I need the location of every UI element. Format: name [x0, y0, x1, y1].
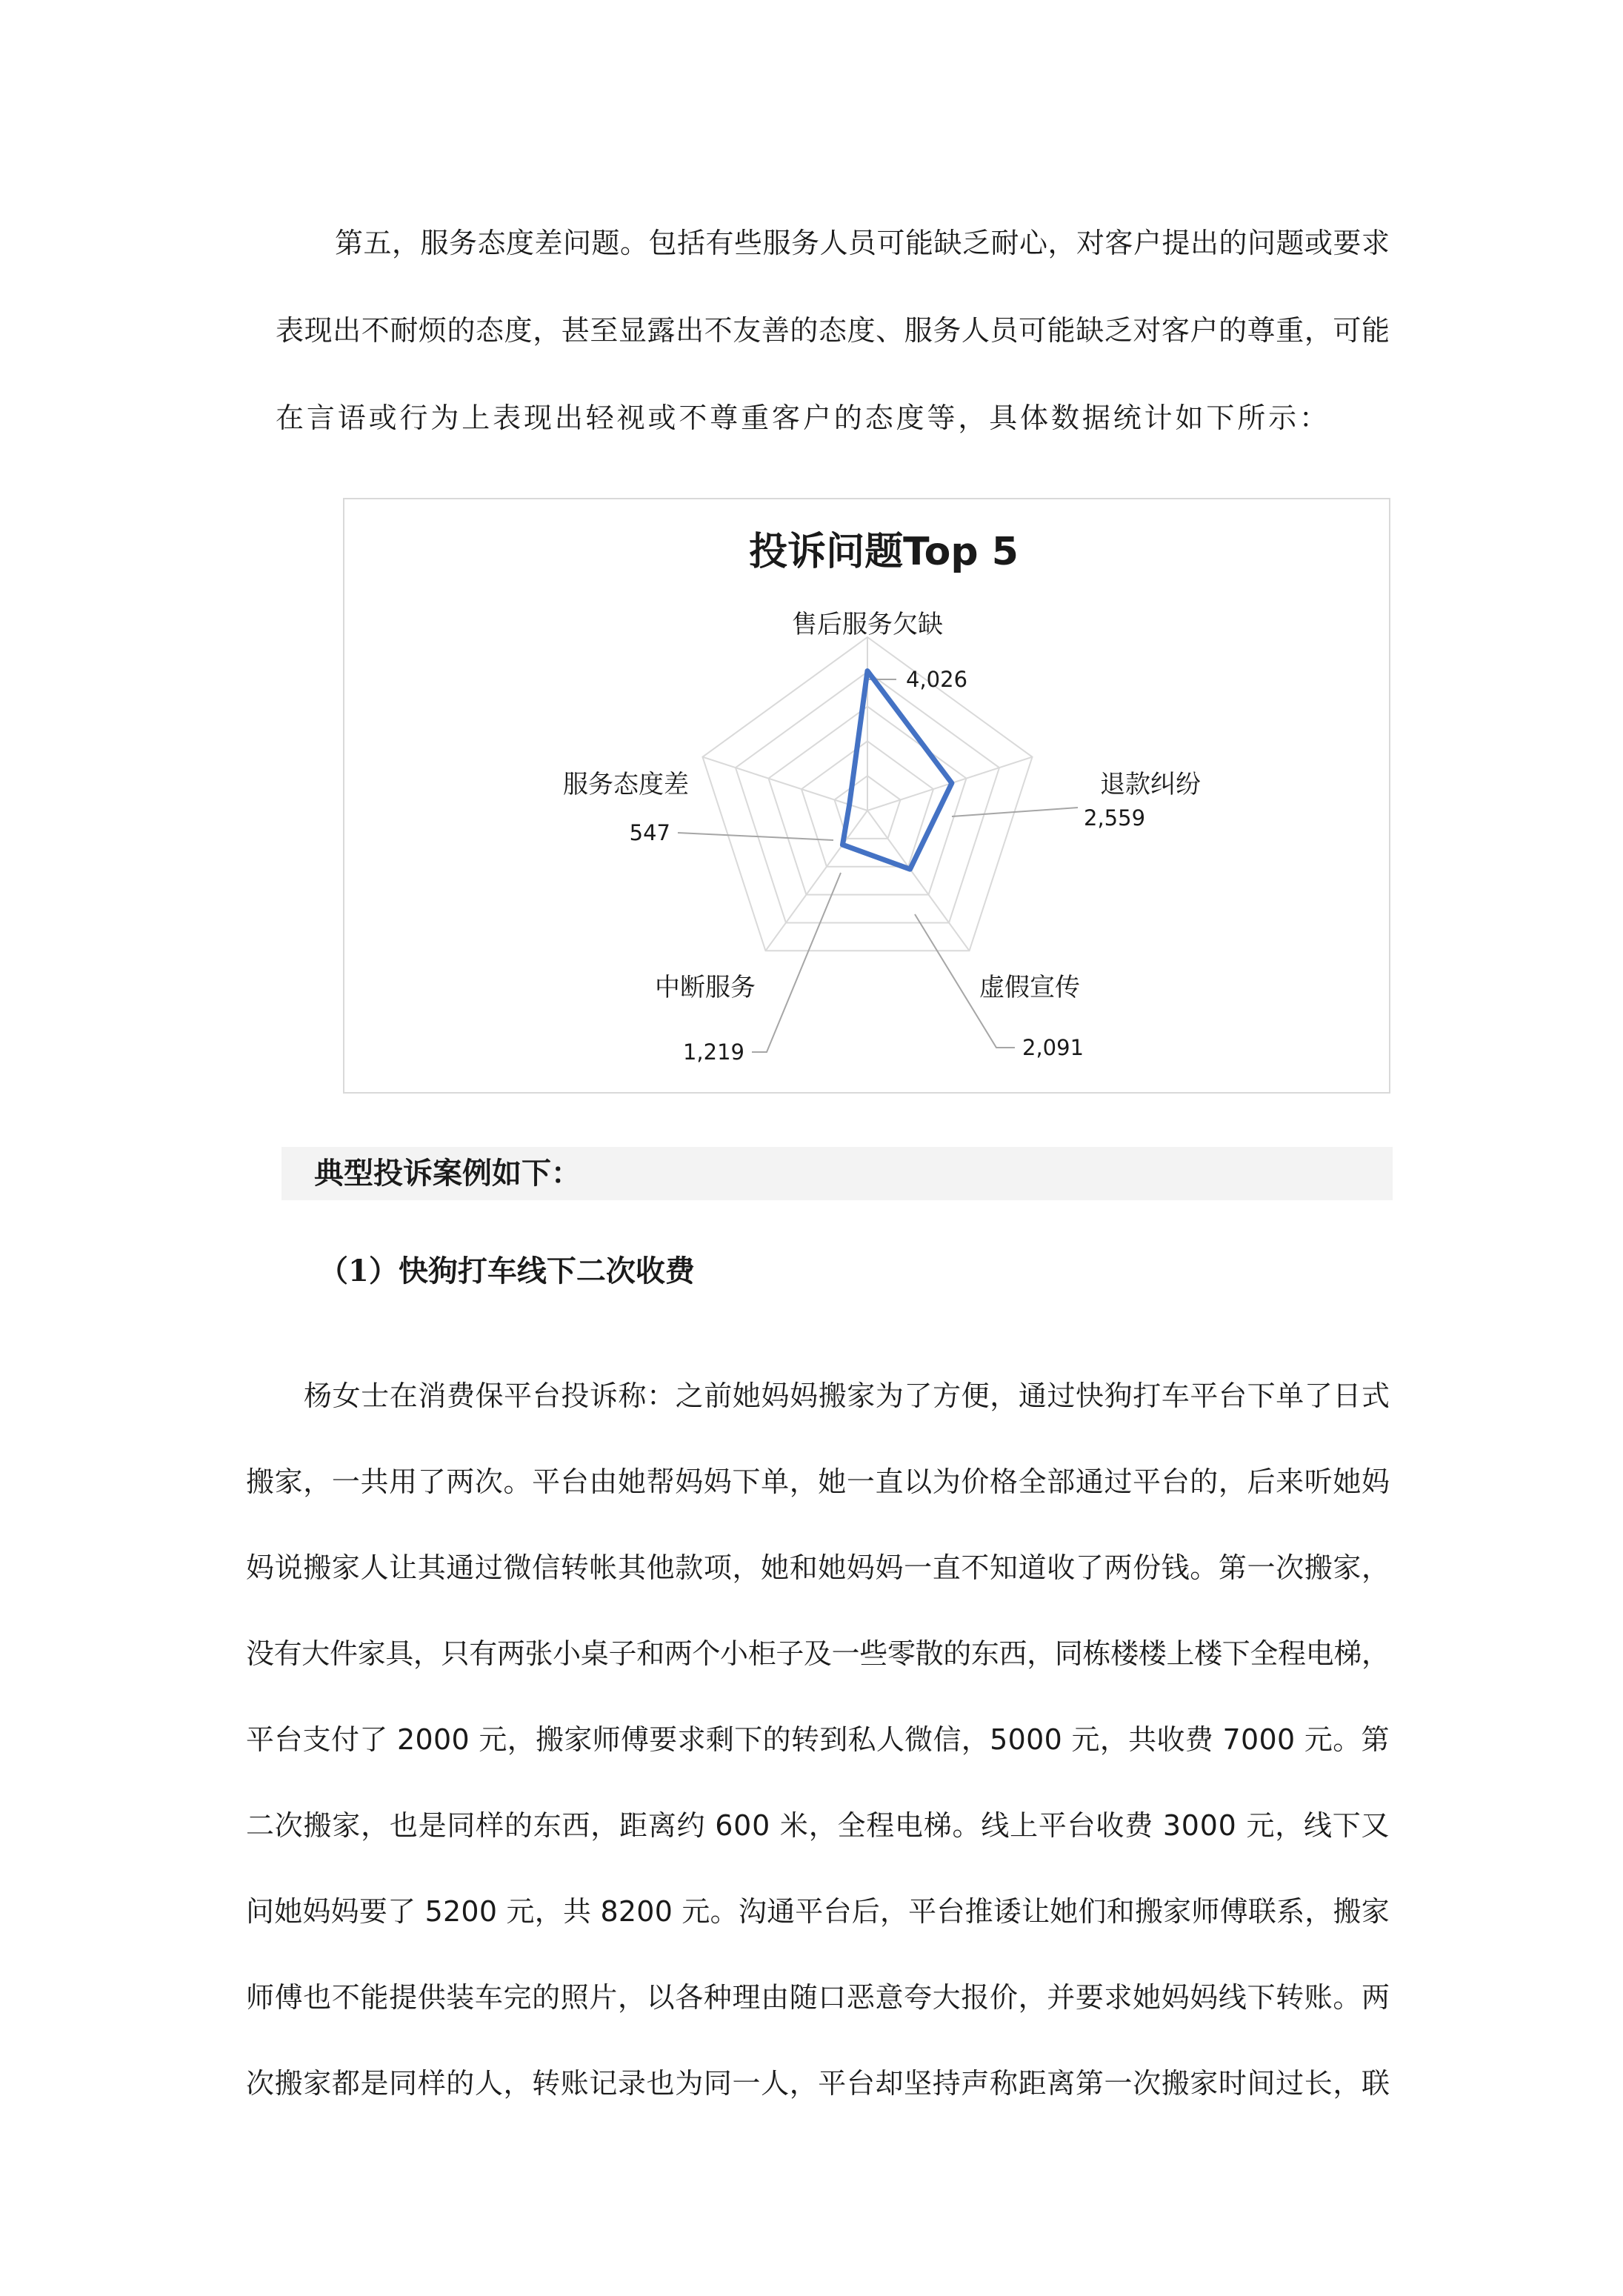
axis-spoke-3 [867, 811, 970, 951]
leader-line-4 [752, 873, 841, 1052]
case-line-2: 搬家，一共用了两次。平台由她帮妈妈下单，她一直以为价格全部通过平台的，后来听她妈 [246, 1465, 1390, 1498]
series-line [842, 671, 951, 870]
value-label-5: 547 [629, 820, 670, 845]
case-line-9: 次搬家都是同样的人，转账记录也为同一人，平台却坚持声称距离第一次搬家时间过长，联 [246, 2067, 1390, 2100]
case-line-1: 杨女士在消费保平台投诉称：之前她妈妈搬家为了方便，通过快狗打车平台下单了日式 [304, 1380, 1390, 1412]
category-label-4: 中断服务 [655, 973, 756, 1002]
value-label-1: 4,026 [906, 667, 968, 692]
value-label-3: 2,091 [1022, 1035, 1084, 1060]
case-line-4: 没有大件家具，只有两张小桌子和两个小柜子及一些零散的东西，同栋楼楼上楼下全程电梯， [246, 1637, 1390, 1670]
value-label-4: 1,219 [682, 1039, 744, 1065]
case-line-7: 问她妈妈要了 5200 元，共 8200 元。沟通平台后，平台推诿让她们和搬家师傅联系，搬家 [246, 1895, 1390, 1928]
value-label-2: 2,559 [1084, 805, 1146, 831]
chart-title: 投诉问题Top 5 [749, 530, 1019, 574]
case-line-6: 二次搬家，也是同样的东西，距离约 600 米，全程电梯。线上平台收费 3000 元，线下又 [246, 1809, 1390, 1842]
axis-spoke-5 [702, 757, 867, 811]
intro-line-2: 表现出不耐烦的态度，甚至显露出不友善的态度、服务人员可能缺乏对客户的尊重，可能 [276, 314, 1390, 347]
case-line-3: 妈说搬家人让其通过微信转帐其他款项，她和她妈妈一直不知道收了两份钱。第一次搬家， [246, 1551, 1390, 1584]
category-label-1: 售后服务欠缺 [792, 610, 943, 639]
intro-line-1: 第五，服务态度差问题。包括有些服务人员可能缺乏耐心，对客户提出的问题或要求 [335, 227, 1390, 259]
category-label-5: 服务态度差 [563, 770, 689, 799]
case-heading: （1）快狗打车线下二次收费 [319, 1254, 695, 1288]
radar-labels [563, 610, 1201, 1065]
leader-line-5 [678, 833, 833, 840]
radar-series [842, 671, 951, 870]
section-heading: 典型投诉案例如下： [314, 1156, 581, 1191]
category-label-3: 虚假宣传 [979, 973, 1080, 1002]
category-label-2: 退款纠纷 [1100, 770, 1201, 799]
intro-line-3: 在言语或行为上表现出轻视或不尊重客户的态度等，具体数据统计如下所示： [276, 402, 1330, 434]
radar-chart-svg [344, 499, 1392, 1095]
case-line-8: 师傅也不能提供装车完的照片，以各种理由随口恶意夸大报价，并要求她妈妈线下转账。两 [246, 1981, 1390, 2014]
case-line-5: 平台支付了 2000 元，搬家师傅要求剩下的转到私人微信，5000 元，共收费 7000 元。第 [246, 1723, 1390, 1756]
radar-chart [343, 498, 1390, 1094]
